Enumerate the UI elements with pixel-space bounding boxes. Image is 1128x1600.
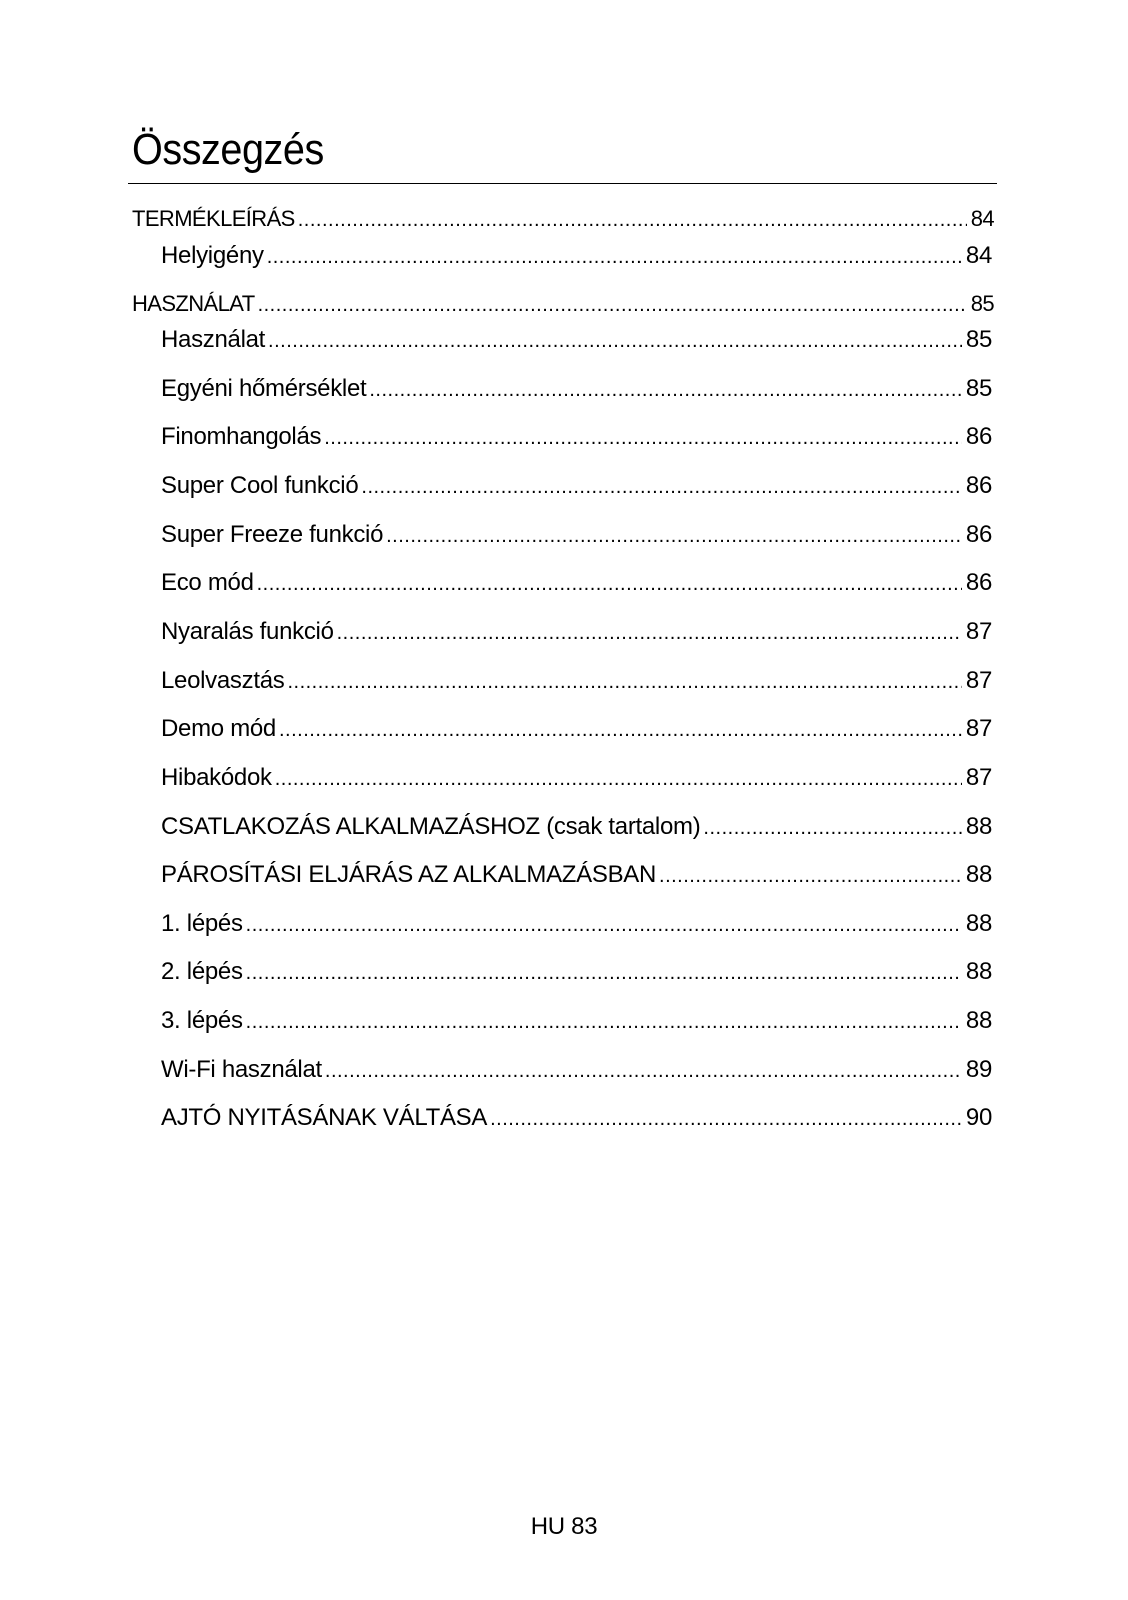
toc-entry-label: Hibakódok [161,764,272,791]
toc-entry-page: 85 [965,375,992,402]
toc-entry-page: 86 [965,521,992,548]
toc-entry-label: TERMÉKLEÍRÁS [132,206,295,231]
toc-entry-page: 87 [965,715,992,742]
toc-entry-csatlakozas[interactable] [161,812,992,843]
dot-leader [257,569,962,599]
toc-entry-label: Leolvasztás [161,667,285,694]
dot-leader [703,813,961,843]
toc-entry-label: Nyaralás funkció [161,618,334,645]
toc-entry-page: 87 [965,618,992,645]
toc-entry-lepes-1[interactable] [161,909,992,940]
dot-leader [267,242,962,272]
page-number-footer: HU 83 [530,1513,598,1540]
toc-entry-label: Helyigény [161,242,264,269]
toc-entry-page: 85 [970,291,994,316]
toc-entry-demo-mod[interactable] [161,714,992,745]
dot-leader [287,667,961,697]
toc-entry-label: 2. lépés [161,958,243,985]
dot-leader [246,958,962,988]
toc-entry-label: 1. lépés [161,910,243,937]
dot-leader [279,715,962,745]
toc-entry-label: Eco mód [161,569,254,596]
dot-leader [369,375,962,405]
toc-entry-label: Super Cool funkció [161,472,359,499]
toc-entry-finomhangolas[interactable] [161,422,992,453]
toc-entry-label: 3. lépés [161,1007,243,1034]
page-title: Összegzés [132,125,324,174]
toc-entry-page: 85 [965,326,992,353]
toc-entry-page: 88 [965,1007,992,1034]
toc-entry-label: HASZNÁLAT [132,291,255,316]
toc-entry-ajto-nyitas[interactable] [161,1103,992,1134]
toc-entry-nyaralas[interactable] [161,617,992,648]
toc-entry-label: PÁROSÍTÁSI ELJÁRÁS AZ ALKALMAZÁSBAN [161,861,657,888]
toc-entry-helyigeny[interactable] [161,241,992,272]
dot-leader [337,618,962,648]
toc-entry-label: Demo mód [161,715,276,742]
toc-entry-leolvasztas[interactable] [161,666,992,697]
dot-leader [298,205,967,235]
toc-entry-label: Finomhangolás [161,423,322,450]
toc-entry-super-cool[interactable] [161,471,992,502]
toc-entry-page: 88 [965,910,992,937]
toc-entry-page: 87 [965,764,992,791]
toc-entry-super-freeze[interactable] [161,520,992,551]
toc-entry-page: 89 [965,1056,992,1083]
toc-entry-lepes-2[interactable] [161,957,992,988]
toc-entry-egyeni-homerseklet[interactable] [161,374,992,405]
toc-entry-label: Super Freeze funkció [161,521,384,548]
toc-entry-page: 88 [965,861,992,888]
dot-leader [268,326,962,356]
dot-leader [490,1104,962,1134]
toc-entry-hibakodok[interactable] [161,763,992,794]
toc-entry-page: 88 [965,813,992,840]
dot-leader [324,423,962,453]
toc-entry-eco-mod[interactable] [161,568,992,599]
dot-leader [659,861,962,891]
toc-entry-termekleiras[interactable] [132,204,994,235]
dot-leader [258,290,967,320]
dot-leader [361,472,962,502]
toc-entry-label: Használat [161,326,266,353]
toc-entry-page: 84 [970,206,994,231]
dot-leader [275,764,962,794]
toc-entry-page: 86 [965,423,992,450]
dot-leader [246,910,962,940]
dot-leader [386,521,962,551]
toc-entry-page: 87 [965,667,992,694]
dot-leader [325,1056,962,1086]
toc-entry-page: 84 [965,242,992,269]
toc-entry-label: CSATLAKOZÁS ALKALMAZÁSHOZ (csak tartalom) [161,813,701,840]
toc-entry-label: Wi-Fi használat [161,1056,322,1083]
toc-entry-label: Egyéni hőmérséklet [161,375,367,402]
toc-entry-parositasi-eljaras[interactable] [161,860,992,891]
dot-leader [246,1007,962,1037]
toc-entry-page: 88 [965,958,992,985]
toc-entry-hasznalat[interactable] [161,325,992,356]
toc-entry-label: AJTÓ NYITÁSÁNAK VÁLTÁSA [161,1104,488,1131]
toc-entry-page: 86 [965,569,992,596]
toc-entry-page: 90 [965,1104,992,1131]
toc-entry-page: 86 [965,472,992,499]
toc-entry-lepes-3[interactable] [161,1006,992,1037]
toc-entry-hasznalat-section[interactable] [132,289,994,320]
toc-entry-wifi-hasznalat[interactable] [161,1055,992,1086]
